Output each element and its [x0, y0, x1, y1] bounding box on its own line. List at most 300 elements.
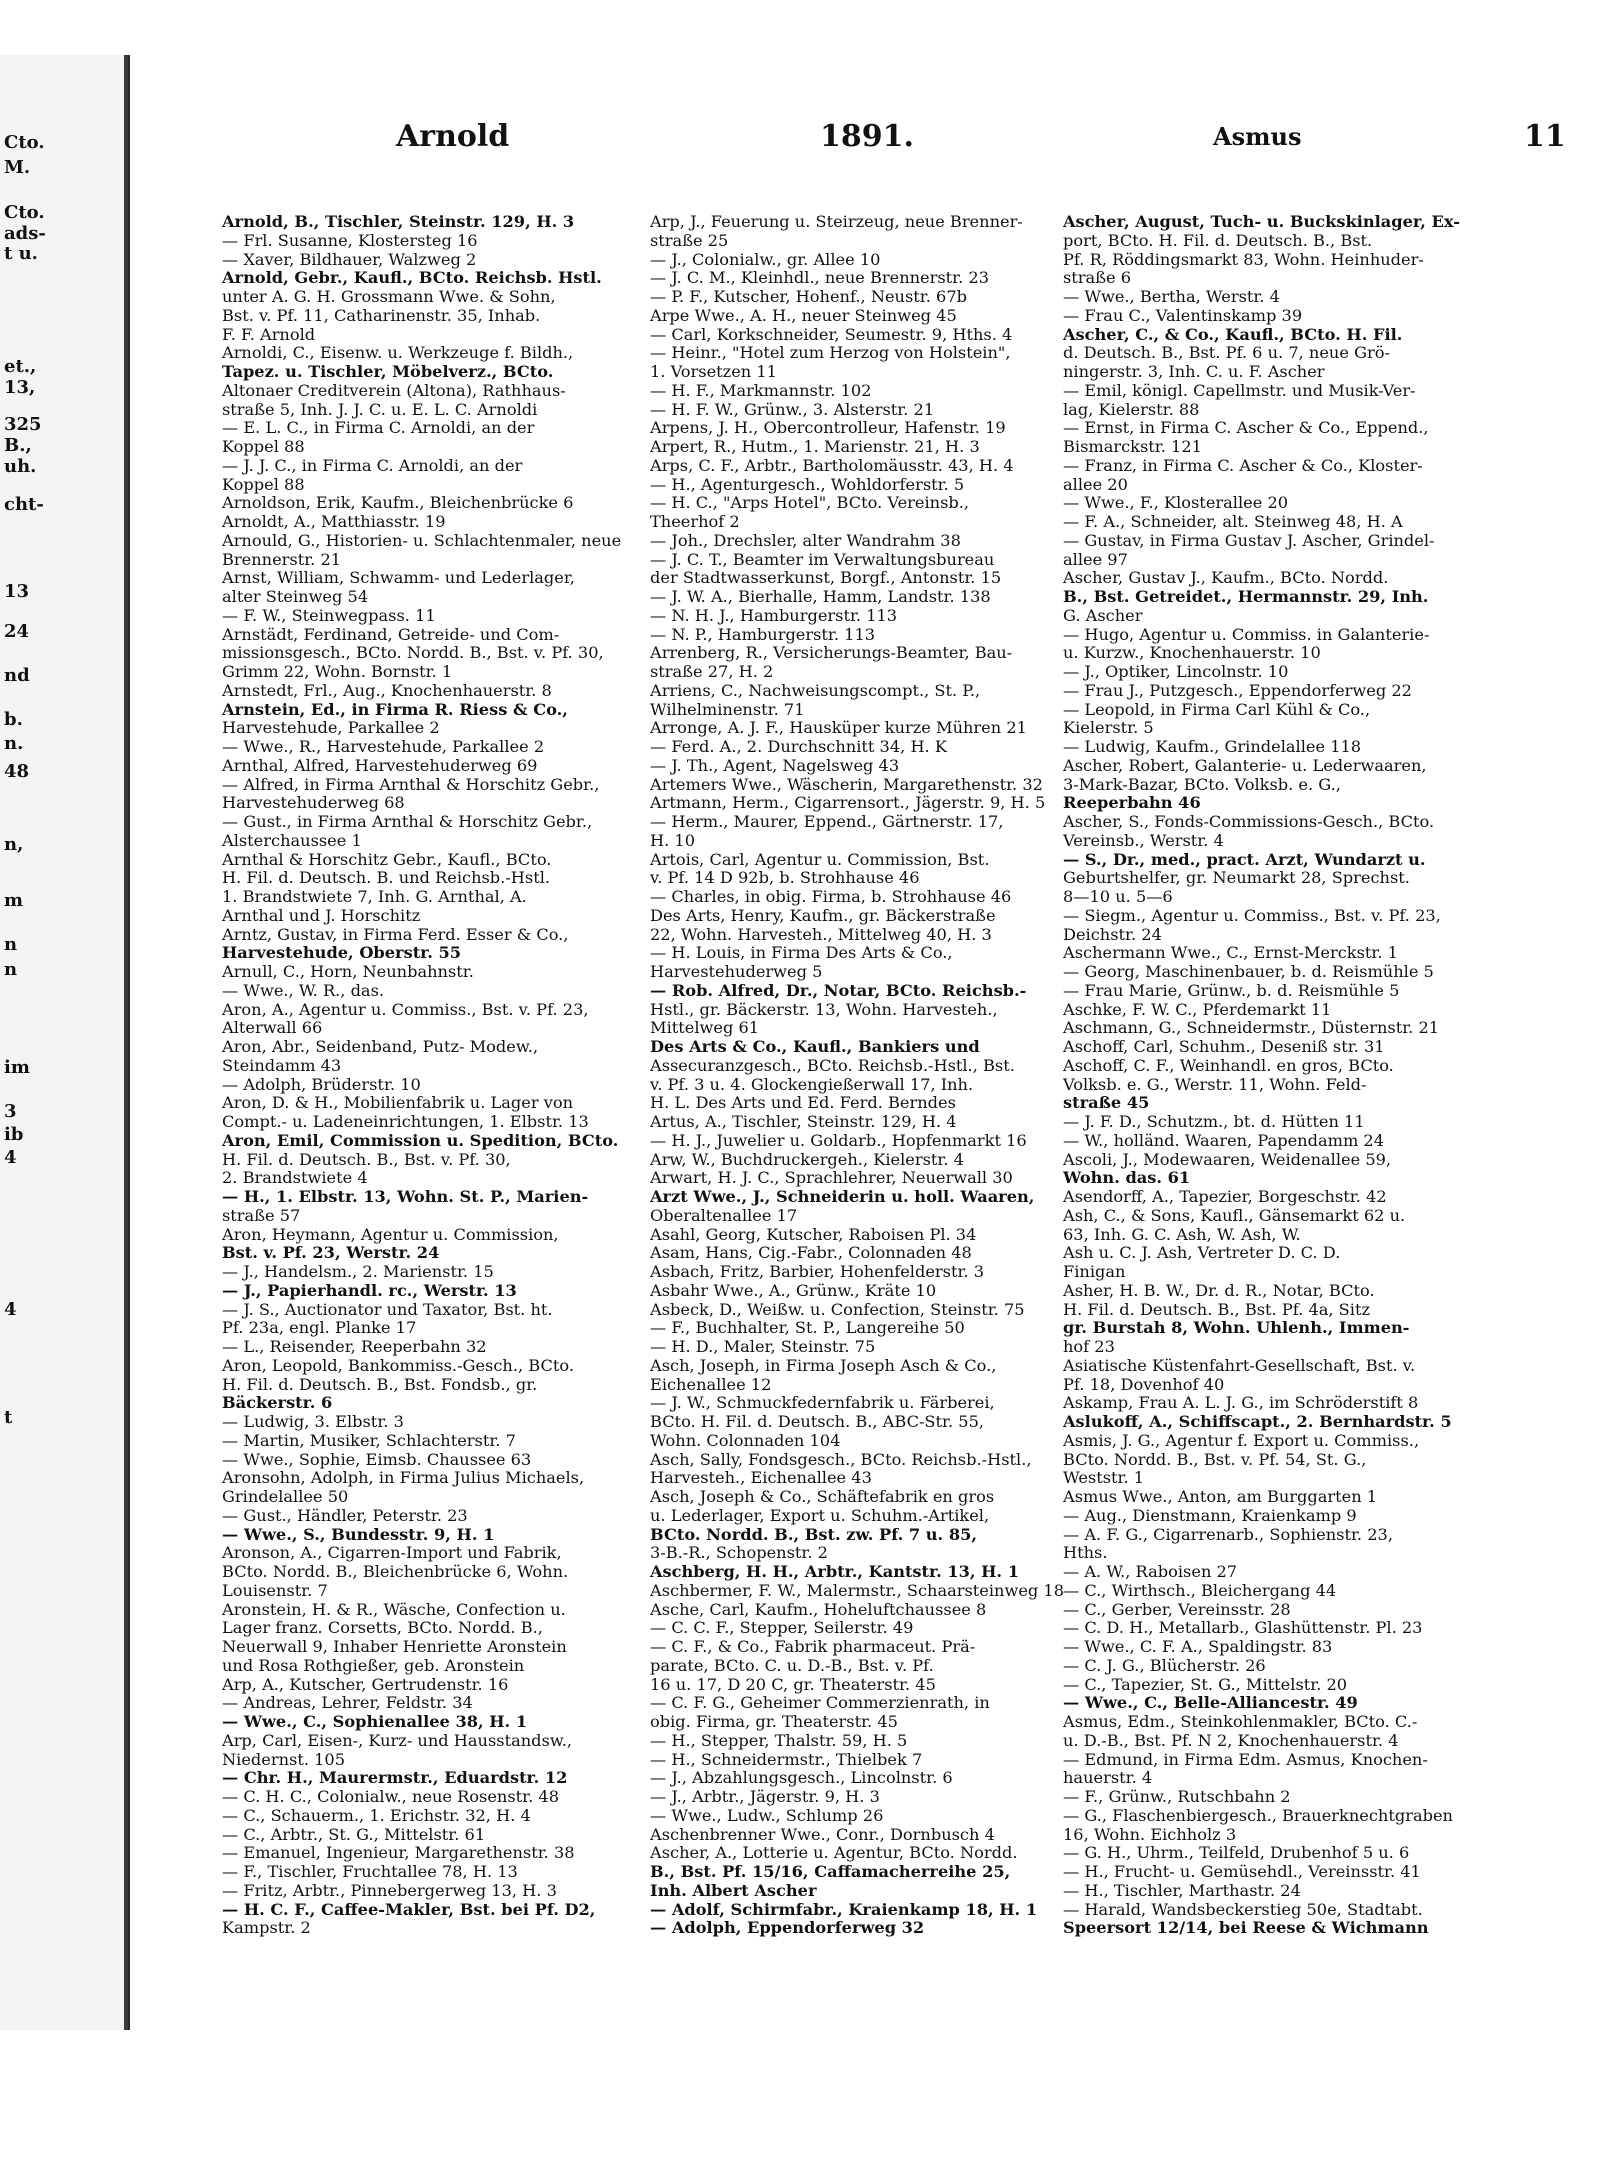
directory-line: — S., Dr., med., pract. Arzt, Wundarzt u.: [1063, 850, 1426, 869]
directory-line: Mittelweg 61: [650, 1019, 760, 1038]
margin-fragment: nd: [4, 665, 30, 686]
directory-line: Harvesteh., Eichenallee 43: [650, 1469, 872, 1488]
directory-line: — J. Th., Agent, Nagelsweg 43: [650, 756, 900, 775]
directory-line: — Wwe., W. R., das.: [222, 981, 385, 1000]
directory-line: Artemers Wwe., Wäscherin, Margarethenstr. 32: [650, 775, 1043, 794]
directory-line: Asmus, Edm., Steinkohlenmakler, BCto. C.-: [1063, 1713, 1418, 1731]
directory-line: — C. J. G., Blücherstr. 26: [1063, 1656, 1266, 1675]
directory-line: — Harald, Wandsbeckerstieg 50e, Stadtabt.: [1063, 1900, 1423, 1919]
directory-line: — Adolph, Eppendorferweg 32: [650, 1919, 925, 1938]
directory-line: Arnstedt, Frl., Aug., Knochenhauerstr. 8: [222, 681, 552, 700]
directory-line: Asiatische Küstenfahrt-Gesellschaft, Bst. v.: [1063, 1356, 1416, 1375]
directory-line: — J. C. T., Beamter im Verwaltungsbureau: [650, 550, 995, 569]
margin-fragment: Cto.: [4, 202, 45, 223]
directory-line: Aron, Heymann, Agentur u. Commission,: [222, 1225, 559, 1244]
directory-line: — H. C., "Arps Hotel", BCto. Vereinsb.,: [650, 494, 970, 513]
directory-line: — H. F., Markmannstr. 102: [650, 381, 872, 400]
directory-line: — J., Handelsm., 2. Marienstr. 15: [222, 1263, 494, 1281]
directory-line: Altonaer Creditverein (Altona), Rathhaus-: [222, 381, 566, 400]
directory-line: port, BCto. H. Fil. d. Deutsch. B., Bst.: [1063, 231, 1373, 250]
directory-line: Arnthal, Alfred, Harvestehuderweg 69: [222, 756, 538, 775]
directory-line: — Hugo, Agentur u. Commiss. in Galanterie-: [1063, 625, 1430, 644]
directory-line: Arntz, Gustav, in Firma Ferd. Esser & Co.,: [222, 925, 569, 944]
directory-page: [138, 55, 1578, 2030]
directory-line: 22, Wohn. Harvesteh., Mittelweg 40, H. 3: [650, 925, 992, 944]
directory-line: Lager franz. Corsetts, BCto. Nordd. B.,: [222, 1619, 543, 1638]
directory-line: Pf. 18, Dovenhof 40: [1063, 1375, 1225, 1394]
directory-line: alter Steinweg 54: [222, 588, 369, 606]
directory-line: — Ernst, in Firma C. Ascher & Co., Eppend.,: [1063, 419, 1429, 438]
directory-line: — J. W. A., Bierhalle, Hamm, Landstr. 138: [650, 588, 991, 606]
directory-line: — A. W., Raboisen 27: [1063, 1563, 1238, 1581]
directory-line: — J. W., Schmuckfedernfabrik u. Färberei,: [650, 1394, 995, 1413]
directory-line: — J. C. M., Kleinhdl., neue Brennerstr. 23: [650, 269, 990, 288]
directory-line: — Ludwig, 3. Elbstr. 3: [222, 1413, 404, 1431]
directory-line: Ascher, Robert, Galanterie- u. Lederwaaren,: [1063, 756, 1427, 775]
directory-line: Alterwall 66: [222, 1019, 323, 1038]
directory-line: — Leopold, in Firma Carl Kühl & Co.,: [1063, 700, 1371, 719]
directory-line: — Emil, königl. Capellmstr. und Musik-Ver-: [1063, 381, 1416, 400]
directory-line: Aronstein, H. & R., Wäsche, Confection u.: [222, 1600, 566, 1619]
directory-line: B., Bst. Getreidet., Hermannstr. 29, Inh.: [1063, 588, 1429, 606]
directory-line: Arnold, B., Tischler, Steinstr. 129, H. 3: [222, 213, 575, 231]
directory-line: — E. L. C., in Firma C. Arnoldi, an der: [222, 419, 535, 438]
directory-line: — Xaver, Bildhauer, Walzweg 2: [222, 250, 477, 269]
margin-fragment: Cto.: [4, 132, 45, 153]
directory-line: — J. F. D., Schutzm., bt. d. Hütten 11: [1063, 1113, 1365, 1131]
previous-page-margin: [0, 55, 130, 2030]
directory-line: — Wwe., S., Bundesstr. 9, H. 1: [222, 1525, 495, 1544]
directory-line: allee 20: [1063, 475, 1128, 494]
directory-line: — J. S., Auctionator und Taxator, Bst. ht.: [222, 1300, 553, 1319]
directory-line: ningerstr. 3, Inh. C. u. F. Ascher: [1063, 363, 1325, 381]
directory-line: Brennerstr. 21: [222, 550, 342, 569]
directory-line: — H., Agenturgesch., Wohldorferstr. 5: [650, 475, 965, 494]
directory-line: — A. F. G., Cigarrenarb., Sophienstr. 23,: [1063, 1525, 1393, 1544]
column-2: [650, 213, 1078, 1973]
directory-line: — C. H. C., Colonialw., neue Rosenstr. 48: [222, 1788, 560, 1806]
directory-line: unter A. G. H. Grossmann Wwe. & Sohn,: [222, 288, 556, 306]
directory-line: — H. C. F., Caffee-Makler, Bst. bei Pf. D2,: [222, 1900, 596, 1919]
directory-line: — C., Tapezier, St. G., Mittelstr. 20: [1063, 1675, 1348, 1694]
directory-line: Des Arts & Co., Kaufl., Bankiers und: [650, 1038, 980, 1056]
directory-line: — Gust., in Firma Arnthal & Horschitz Gebr.,: [222, 813, 593, 831]
directory-line: Aschke, F. W. C., Pferdemarkt 11: [1063, 1000, 1332, 1019]
directory-line: — J., Colonialw., gr. Allee 10: [650, 250, 881, 269]
directory-line: — Adolf, Schirmfabr., Kraienkamp 18, H. 1: [650, 1900, 1038, 1919]
directory-line: Arnoldi, C., Eisenw. u. Werkzeuge f. Bildh.,: [222, 344, 574, 363]
directory-line: Arzt Wwe., J., Schneiderin u. holl. Waaren,: [650, 1188, 1035, 1206]
directory-line: Aronson, A., Cigarren-Import und Fabrik,: [222, 1544, 562, 1563]
directory-line: Ash, C., & Sons, Kaufl., Gänsemarkt 62 u.: [1063, 1206, 1406, 1225]
directory-line: — Martin, Musiker, Schlachterstr. 7: [222, 1431, 516, 1450]
margin-fragment: et.,: [4, 356, 37, 377]
directory-line: — Chr. H., Maurermstr., Eduardstr. 12: [222, 1769, 568, 1788]
directory-line: Arnthal und J. Horschitz: [222, 906, 421, 925]
directory-line: Arwart, H. J. C., Sprachlehrer, Neuerwall 30: [650, 1169, 1013, 1188]
directory-line: Asbach, Fritz, Barbier, Hohenfelderstr. 3: [650, 1263, 984, 1281]
directory-line: straße 27, H. 2: [650, 663, 774, 681]
directory-line: allee 97: [1063, 550, 1128, 569]
directory-line: Arp, J., Feuerung u. Steirzeug, neue Brenner-: [650, 213, 1023, 231]
directory-line: Alsterchaussee 1: [222, 831, 362, 850]
directory-line: Neuerwall 9, Inhaber Henriette Aronstein: [222, 1638, 567, 1656]
page-number: 11: [1524, 119, 1566, 154]
directory-line: H. L. Des Arts und Ed. Ferd. Berndes: [650, 1094, 956, 1113]
directory-line: — Ferd. A., 2. Durchschnitt 34, H. K: [650, 738, 947, 756]
directory-line: Compt.- u. Ladeneinrichtungen, 1. Elbstr. 13: [222, 1113, 589, 1131]
margin-fragment: B.,: [4, 435, 32, 456]
directory-line: — J., Optiker, Lincolnstr. 10: [1063, 663, 1289, 681]
margin-fragment: 13: [4, 581, 30, 602]
margin-fragment: 325: [4, 414, 42, 435]
directory-line: — H. D., Maler, Steinstr. 75: [650, 1338, 876, 1356]
directory-line: — Carl, Korkschneider, Seumestr. 9, Hths. 4: [650, 325, 1013, 344]
directory-line: — Ludwig, Kaufm., Grindelallee 118: [1063, 738, 1362, 756]
directory-line: — Wwe., Ludw., Schlump 26: [650, 1806, 884, 1825]
directory-line: v. Pf. 14 D 92b, b. Strohhause 46: [650, 869, 920, 888]
directory-line: — F., Tischler, Fruchtallee 78, H. 13: [222, 1863, 518, 1881]
directory-line: Ascher, A., Lotterie u. Agentur, BCto. Nordd.: [650, 1844, 1018, 1863]
directory-line: — C., Arbtr., St. G., Mittelstr. 61: [222, 1825, 486, 1844]
directory-line: Ash u. C. J. Ash, Vertreter D. C. D.: [1063, 1244, 1341, 1263]
directory-line: 63, Inh. G. C. Ash, W. Ash, W.: [1063, 1225, 1301, 1244]
directory-line: 1. Brandstwiete 7, Inh. G. Arnthal, A.: [222, 888, 527, 906]
directory-line: hauerstr. 4: [1063, 1769, 1153, 1788]
directory-line: Arnst, William, Schwamm- und Lederlager,: [222, 569, 575, 588]
directory-line: — Frau Marie, Grünw., b. d. Reismühle 5: [1063, 981, 1400, 1000]
directory-line: Harvestehude, Oberstr. 55: [222, 944, 462, 963]
directory-line: — C., Wirthsch., Bleichergang 44: [1063, 1581, 1337, 1600]
directory-line: — N. P., Hamburgerstr. 113: [650, 625, 876, 644]
directory-line: Aslukoff, A., Schiffscapt., 2. Bernhardstr. 5: [1063, 1413, 1452, 1431]
directory-line: Aschbermer, F. W., Malermstr., Schaarsteinweg 18: [650, 1581, 1065, 1600]
directory-line: Artus, A., Tischler, Steinstr. 129, H. 4: [650, 1113, 957, 1131]
directory-line: Arpens, J. H., Obercontrolleur, Hafenstr. 19: [650, 419, 1006, 438]
directory-line: Asam, Hans, Cig.-Fabr., Colonnaden 48: [650, 1244, 972, 1263]
directory-line: — Wwe., C., Sophienallee 38, H. 1: [222, 1713, 528, 1731]
directory-line: — Frau C., Valentinskamp 39: [1063, 306, 1303, 325]
margin-fragment: im: [4, 1057, 30, 1078]
directory-line: — C. D. H., Metallarb., Glashüttenstr. Pl. 23: [1063, 1619, 1423, 1638]
directory-line: Arnstädt, Ferdinand, Getreide- und Com-: [222, 625, 560, 644]
margin-fragment: cht-: [4, 494, 44, 515]
directory-line: v. Pf. 3 u. 4. Glockengießerwall 17, Inh.: [650, 1075, 974, 1094]
directory-line: — Frau J., Putzgesch., Eppendorferweg 22: [1063, 681, 1412, 700]
directory-line: Volksb. e. G., Werstr. 11, Wohn. Feld-: [1063, 1075, 1367, 1094]
directory-line: — W., holländ. Waaren, Papendamm 24: [1063, 1131, 1385, 1150]
directory-line: Bäckerstr. 6: [222, 1394, 333, 1413]
directory-line: 2. Brandstwiete 4: [222, 1169, 368, 1188]
directory-line: — Joh., Drechsler, alter Wandrahm 38: [650, 531, 961, 550]
directory-line: Ascoli, J., Modewaaren, Weidenallee 59,: [1063, 1150, 1392, 1169]
margin-fragment: t u.: [4, 243, 38, 264]
directory-line: Arpert, R., Hutm., 1. Marienstr. 21, H. 3: [650, 438, 980, 456]
directory-line: Asmus Wwe., Anton, am Burggarten 1: [1063, 1488, 1378, 1506]
directory-line: Vereinsb., Werstr. 4: [1063, 831, 1224, 850]
directory-line: Hths.: [1063, 1544, 1108, 1563]
directory-line: 1. Vorsetzen 11: [650, 363, 777, 381]
directory-line: Assecuranzgesch., BCto. Reichsb.-Hstl., Bst.: [650, 1056, 1015, 1075]
directory-line: Niedernst. 105: [222, 1750, 346, 1769]
directory-line: — Alfred, in Firma Arnthal & Horschitz Gebr.,: [222, 775, 600, 794]
directory-line: — Gust., Händler, Peterstr. 23: [222, 1506, 468, 1525]
margin-fragment: ads-: [4, 223, 46, 244]
directory-line: — Franz, in Firma C. Ascher & Co., Kloster-: [1063, 456, 1423, 475]
margin-fragment: 48: [4, 761, 30, 782]
directory-line: u. D.-B., Bst. Pf. N 2, Knochenhauerstr. 4: [1063, 1731, 1399, 1750]
directory-line: — J., Arbtr., Jägerstr. 9, H. 3: [650, 1788, 880, 1806]
directory-line: Arnoldt, A., Matthiasstr. 19: [222, 513, 446, 531]
margin-fragment: 4: [4, 1299, 17, 1320]
directory-line: — Wwe., Sophie, Eimsb. Chaussee 63: [222, 1450, 532, 1469]
margin-fragment: n.: [4, 733, 24, 754]
directory-line: gr. Burstah 8, Wohn. Uhlenh., Immen-: [1063, 1319, 1410, 1338]
directory-line: obig. Firma, gr. Theaterstr. 45: [650, 1713, 898, 1731]
directory-line: Louisenstr. 7: [222, 1581, 328, 1600]
directory-line: — Andreas, Lehrer, Feldstr. 34: [222, 1694, 473, 1713]
directory-line: Asbeck, D., Weißw. u. Confection, Steinstr. 75: [650, 1300, 1025, 1319]
directory-line: Wohn. Colonnaden 104: [650, 1431, 841, 1450]
directory-line: Kielerstr. 5: [1063, 719, 1154, 738]
directory-line: G. Ascher: [1063, 606, 1143, 625]
directory-line: — C., Schauerm., 1. Erichstr. 32, H. 4: [222, 1806, 531, 1825]
directory-line: straße 57: [222, 1206, 301, 1225]
directory-line: Harvestehuderweg 5: [650, 963, 823, 981]
directory-line: Arnould, G., Historien- u. Schlachtenmaler, neue: [222, 531, 622, 550]
directory-line: Grindelallee 50: [222, 1488, 349, 1506]
directory-line: Aron, D. & H., Mobilienfabrik u. Lager von: [222, 1094, 574, 1113]
directory-line: — Gustav, in Firma Gustav J. Ascher, Grindel-: [1063, 531, 1435, 550]
column-1: [222, 213, 644, 1973]
directory-line: — Fritz, Arbtr., Pinnebergerweg 13, H. 3: [222, 1881, 557, 1900]
directory-line: Arnthal & Horschitz Gebr., Kaufl., BCto.: [222, 850, 552, 869]
margin-fragment: 3: [4, 1101, 17, 1122]
directory-line: straße 6: [1063, 269, 1132, 288]
directory-line: Asch, Joseph & Co., Schäftefabrik en gros: [650, 1488, 995, 1506]
directory-line: Asch, Sally, Fondsgesch., BCto. Reichsb.-Hstl.,: [650, 1450, 1032, 1469]
directory-line: — Aug., Dienstmann, Kraienkamp 9: [1063, 1506, 1357, 1525]
directory-line: Aron, Abr., Seidenband, Putz- Modew.,: [222, 1038, 539, 1056]
directory-line: Aron, A., Agentur u. Commiss., Bst. v. Pf. 23,: [222, 1000, 589, 1019]
margin-fragment: uh.: [4, 456, 37, 477]
directory-line: — G. H., Uhrm., Teilfeld, Drubenhof 5 u. 6: [1063, 1844, 1410, 1863]
directory-line: Arp, A., Kutscher, Gertrudenstr. 16: [222, 1675, 509, 1694]
directory-line: Harvestehuderweg 68: [222, 794, 405, 813]
directory-line: Pf. 23a, engl. Planke 17: [222, 1319, 417, 1338]
directory-line: Des Arts, Henry, Kaufm., gr. Bäckerstraße: [650, 906, 996, 925]
column-3: [1063, 213, 1513, 1973]
directory-line: Ascher, S., Fonds-Commissions-Gesch., BCto.: [1063, 813, 1435, 831]
directory-line: straße 25: [650, 231, 729, 250]
directory-line: Aschberg, H. H., Arbtr., Kantstr. 13, H. 1: [650, 1563, 1019, 1581]
directory-line: Asahl, Georg, Kutscher, Raboisen Pl. 34: [650, 1225, 977, 1244]
directory-line: — Edmund, in Firma Edm. Asmus, Knochen-: [1063, 1750, 1428, 1769]
directory-line: — F. A., Schneider, alt. Steinweg 48, H. A: [1063, 513, 1403, 531]
directory-line: — H., 1. Elbstr. 13, Wohn. St. P., Marien-: [222, 1188, 589, 1206]
directory-line: — Wwe., Bertha, Werstr. 4: [1063, 288, 1280, 306]
directory-line: — Georg, Maschinenbauer, b. d. Reismühle 5: [1063, 963, 1434, 981]
directory-line: — Rob. Alfred, Dr., Notar, BCto. Reichsb.-: [650, 981, 1027, 1000]
directory-line: Asch, Joseph, in Firma Joseph Asch & Co.,: [650, 1356, 997, 1375]
directory-line: Arp, Carl, Eisen-, Kurz- und Hausstandsw.,: [222, 1731, 573, 1750]
margin-fragment: b.: [4, 709, 23, 730]
directory-line: — H., Frucht- u. Gemüsehdl., Vereinsstr. 41: [1063, 1863, 1421, 1881]
directory-line: — H., Stepper, Thalstr. 59, H. 5: [650, 1731, 908, 1750]
directory-line: Arronge, A. J. F., Hausküper kurze Mühren 21: [650, 719, 1027, 738]
directory-line: F. F. Arnold: [222, 325, 316, 344]
directory-line: B., Bst. Pf. 15/16, Caffamacherreihe 25,: [650, 1863, 1011, 1881]
running-head-left: Arnold: [396, 119, 510, 154]
directory-line: Koppel 88: [222, 438, 305, 456]
directory-line: Aschenbrenner Wwe., Conr., Dornbusch 4: [650, 1825, 995, 1844]
directory-line: Arnoldson, Erik, Kaufm., Bleichenbrücke 6: [222, 494, 574, 513]
directory-line: Bst. v. Pf. 23, Werstr. 24: [222, 1244, 440, 1263]
directory-line: Theerhof 2: [650, 513, 740, 531]
directory-line: missionsgesch., BCto. Nordd. B., Bst. v. Pf. 30,: [222, 644, 604, 663]
directory-line: H. Fil. d. Deutsch. B., Bst. Fondsb., gr.: [222, 1375, 538, 1394]
directory-line: Reeperbahn 46: [1063, 794, 1201, 813]
directory-line: Deichstr. 24: [1063, 925, 1162, 944]
directory-line: — P. F., Kutscher, Hohenf., Neustr. 67b: [650, 288, 968, 306]
directory-line: — Wwe., F., Klosterallee 20: [1063, 494, 1289, 513]
directory-line: 3-Mark-Bazar, BCto. Volksb. e. G.,: [1063, 775, 1341, 794]
directory-line: straße 45: [1063, 1094, 1150, 1113]
directory-line: Finigan: [1063, 1263, 1126, 1281]
directory-line: Koppel 88: [222, 475, 305, 494]
directory-line: Pf. R, Röddingsmarkt 83, Wohn. Heinhuder-: [1063, 250, 1424, 269]
directory-line: — H. J., Juwelier u. Goldarb., Hopfenmarkt 16: [650, 1131, 1027, 1150]
directory-line: Arrenberg, R., Versicherungs-Beamter, Bau-: [650, 644, 1013, 663]
directory-line: — Emanuel, Ingenieur, Margarethenstr. 38: [222, 1844, 575, 1863]
directory-line: BCto. H. Fil. d. Deutsch. B., ABC-Str. 55,: [650, 1413, 985, 1431]
directory-line: Speersort 12/14, bei Reese & Wichmann: [1063, 1919, 1429, 1938]
directory-line: Steindamm 43: [222, 1056, 342, 1075]
directory-line: hof 23: [1063, 1338, 1115, 1356]
directory-line: Aron, Leopold, Bankommiss.-Gesch., BCto.: [222, 1356, 574, 1375]
margin-fragment: 24: [4, 621, 30, 642]
directory-line: Grimm 22, Wohn. Bornstr. 1: [222, 663, 453, 681]
margin-fragment: t: [4, 1407, 13, 1428]
directory-line: — C., Gerber, Vereinsstr. 28: [1063, 1600, 1291, 1619]
directory-line: Ascher, C., & Co., Kaufl., BCto. H. Fil.: [1063, 325, 1403, 344]
directory-line: H. Fil. d. Deutsch. B. und Reichsb.-Hstl.: [222, 869, 551, 888]
directory-line: Arnold, Gebr., Kaufl., BCto. Reichsb. Hstl.: [222, 269, 602, 288]
directory-line: u. Kurzw., Knochenhauerstr. 10: [1063, 644, 1321, 663]
directory-line: — Heinr., "Hotel zum Herzog von Holstein",: [650, 344, 1011, 363]
directory-line: Asendorff, A., Tapezier, Borgeschstr. 42: [1063, 1188, 1387, 1206]
directory-line: Arps, C. F., Arbtr., Bartholomäusstr. 43, H. 4: [650, 456, 1014, 475]
margin-fragment: n: [4, 934, 18, 955]
directory-line: — Adolph, Brüderstr. 10: [222, 1075, 421, 1094]
directory-line: — J., Abzahlungsgesch., Lincolnstr. 6: [650, 1769, 953, 1788]
directory-line: Tapez. u. Tischler, Möbelverz., BCto.: [222, 363, 554, 381]
directory-line: — J., Papierhandl. rc., Werstr. 13: [222, 1281, 517, 1300]
directory-line: Oberaltenallee 17: [650, 1206, 798, 1225]
directory-line: Bst. v. Pf. 11, Catharinenstr. 35, Inhab.: [222, 306, 541, 325]
directory-line: — C. F., & Co., Fabrik pharmaceut. Prä-: [650, 1638, 976, 1656]
directory-line: Aron, Emil, Commission u. Spedition, BCto.: [222, 1131, 619, 1150]
directory-line: Arw, W., Buchdruckergeh., Kielerstr. 4: [650, 1150, 964, 1169]
directory-line: — L., Reisender, Reeperbahn 32: [222, 1338, 487, 1356]
directory-line: 16, Wohn. Eichholz 3: [1063, 1825, 1237, 1844]
directory-line: H. Fil. d. Deutsch. B., Bst. Pf. 4a, Sitz: [1063, 1300, 1370, 1319]
directory-line: — F. W., Steinwegpass. 11: [222, 606, 436, 625]
directory-line: — H. Louis, in Firma Des Arts & Co.,: [650, 944, 953, 963]
directory-line: — N. H. J., Hamburgerstr. 113: [650, 606, 898, 625]
directory-line: — Charles, in obig. Firma, b. Strohhause 46: [650, 888, 1012, 906]
directory-line: d. Deutsch. B., Bst. Pf. 6 u. 7, neue Grö-: [1063, 344, 1390, 363]
directory-line: — Frl. Susanne, Klostersteg 16: [222, 231, 478, 250]
directory-line: — F., Grünw., Rutschbahn 2: [1063, 1788, 1291, 1806]
directory-line: — Wwe., C., Belle-Alliancestr. 49: [1063, 1694, 1358, 1713]
directory-line: BCto. Nordd. B., Bst. zw. Pf. 7 u. 85,: [650, 1525, 977, 1544]
directory-line: straße 5, Inh. J. J. C. u. E. L. C. Arnoldi: [222, 400, 538, 419]
directory-line: H. 10: [650, 831, 696, 850]
directory-line: — Siegm., Agentur u. Commiss., Bst. v. Pf. 23,: [1063, 906, 1441, 925]
directory-line: Ascher, Gustav J., Kaufm., BCto. Nordd.: [1063, 569, 1389, 588]
directory-line: 16 u. 17, D 20 C, gr. Theaterstr. 45: [650, 1675, 936, 1694]
directory-line: — Wwe., R., Harvestehude, Parkallee 2: [222, 738, 545, 756]
directory-line: Geburtshelfer, gr. Neumarkt 28, Sprechst.: [1063, 869, 1410, 888]
directory-line: Harvestehude, Parkallee 2: [222, 719, 440, 738]
directory-line: Asmis, J. G., Agentur f. Export u. Commiss.,: [1063, 1431, 1420, 1450]
directory-line: — H. F. W., Grünw., 3. Alsterstr. 21: [650, 400, 935, 419]
margin-fragment: 4: [4, 1147, 17, 1168]
directory-line: — H., Tischler, Marthastr. 24: [1063, 1881, 1301, 1900]
directory-line: Weststr. 1: [1063, 1469, 1145, 1488]
directory-line: Inh. Albert Ascher: [650, 1881, 817, 1900]
directory-line: Artmann, Herm., Cigarrensort., Jägerstr. 9, H. 5: [650, 794, 1046, 813]
directory-line: — Herm., Maurer, Eppend., Gärtnerstr. 17,: [650, 813, 1004, 831]
margin-fragment: ib: [4, 1124, 24, 1145]
margin-fragment: m: [4, 890, 24, 911]
directory-line: BCto. Nordd. B., Bleichenbrücke 6, Wohn.: [222, 1563, 569, 1581]
directory-line: Aschermann Wwe., C., Ernst-Merckstr. 1: [1063, 944, 1398, 963]
directory-line: Eichenallee 12: [650, 1375, 772, 1394]
page-gutter: [124, 55, 130, 2030]
directory-line: 3-B.-R., Schopenstr. 2: [650, 1544, 828, 1563]
directory-line: Arnull, C., Horn, Neunbahnstr.: [222, 963, 474, 981]
page-year: 1891.: [820, 119, 914, 154]
directory-line: Wilhelminenstr. 71: [650, 700, 805, 719]
directory-line: Asche, Carl, Kaufm., Hoheluftchaussee 8: [650, 1600, 987, 1619]
directory-line: Aschoff, Carl, Schuhm., Deseniß str. 31: [1063, 1038, 1385, 1056]
directory-line: Artois, Carl, Agentur u. Commission, Bst.: [650, 850, 990, 869]
margin-fragment: M.: [4, 157, 31, 178]
directory-line: 8—10 u. 5—6: [1063, 888, 1173, 906]
directory-line: Hstl., gr. Bäckerstr. 13, Wohn. Harvesteh.,: [650, 1000, 998, 1019]
directory-line: — F., Buchhalter, St. P., Langereihe 50: [650, 1319, 965, 1338]
directory-line: — C. F. G., Geheimer Commerzienrath, in: [650, 1694, 990, 1713]
directory-line: Wohn. das. 61: [1063, 1169, 1191, 1188]
directory-line: parate, BCto. C. u. D.-B., Bst. v. Pf.: [650, 1656, 934, 1675]
directory-line: — H., Schneidermstr., Thielbek 7: [650, 1750, 923, 1769]
directory-line: und Rosa Rothgießer, geb. Aronstein: [222, 1656, 525, 1675]
directory-line: Asher, H. B. W., Dr. d. R., Notar, BCto.: [1063, 1281, 1375, 1300]
directory-line: Arnstein, Ed., in Firma R. Riess & Co.,: [222, 700, 568, 719]
directory-line: — J. J. C., in Firma C. Arnoldi, an der: [222, 456, 523, 475]
directory-line: u. Lederlager, Export u. Schuhm.-Artikel,: [650, 1506, 990, 1525]
directory-line: Aschoff, C. F., Weinhandl. en gros, BCto.: [1063, 1056, 1394, 1075]
directory-line: Arpe Wwe., A. H., neuer Steinweg 45: [650, 306, 957, 325]
directory-line: lag, Kielerstr. 88: [1063, 400, 1200, 419]
margin-fragment: n: [4, 959, 18, 980]
directory-line: Ascher, August, Tuch- u. Buckskinlager, Ex-: [1063, 213, 1460, 231]
margin-fragment: n,: [4, 834, 24, 855]
directory-line: Aschmann, G., Schneidermstr., Düsternstr. 21: [1063, 1019, 1440, 1038]
directory-line: Askamp, Frau A. L. J. G., im Schröderstift 8: [1063, 1394, 1419, 1413]
